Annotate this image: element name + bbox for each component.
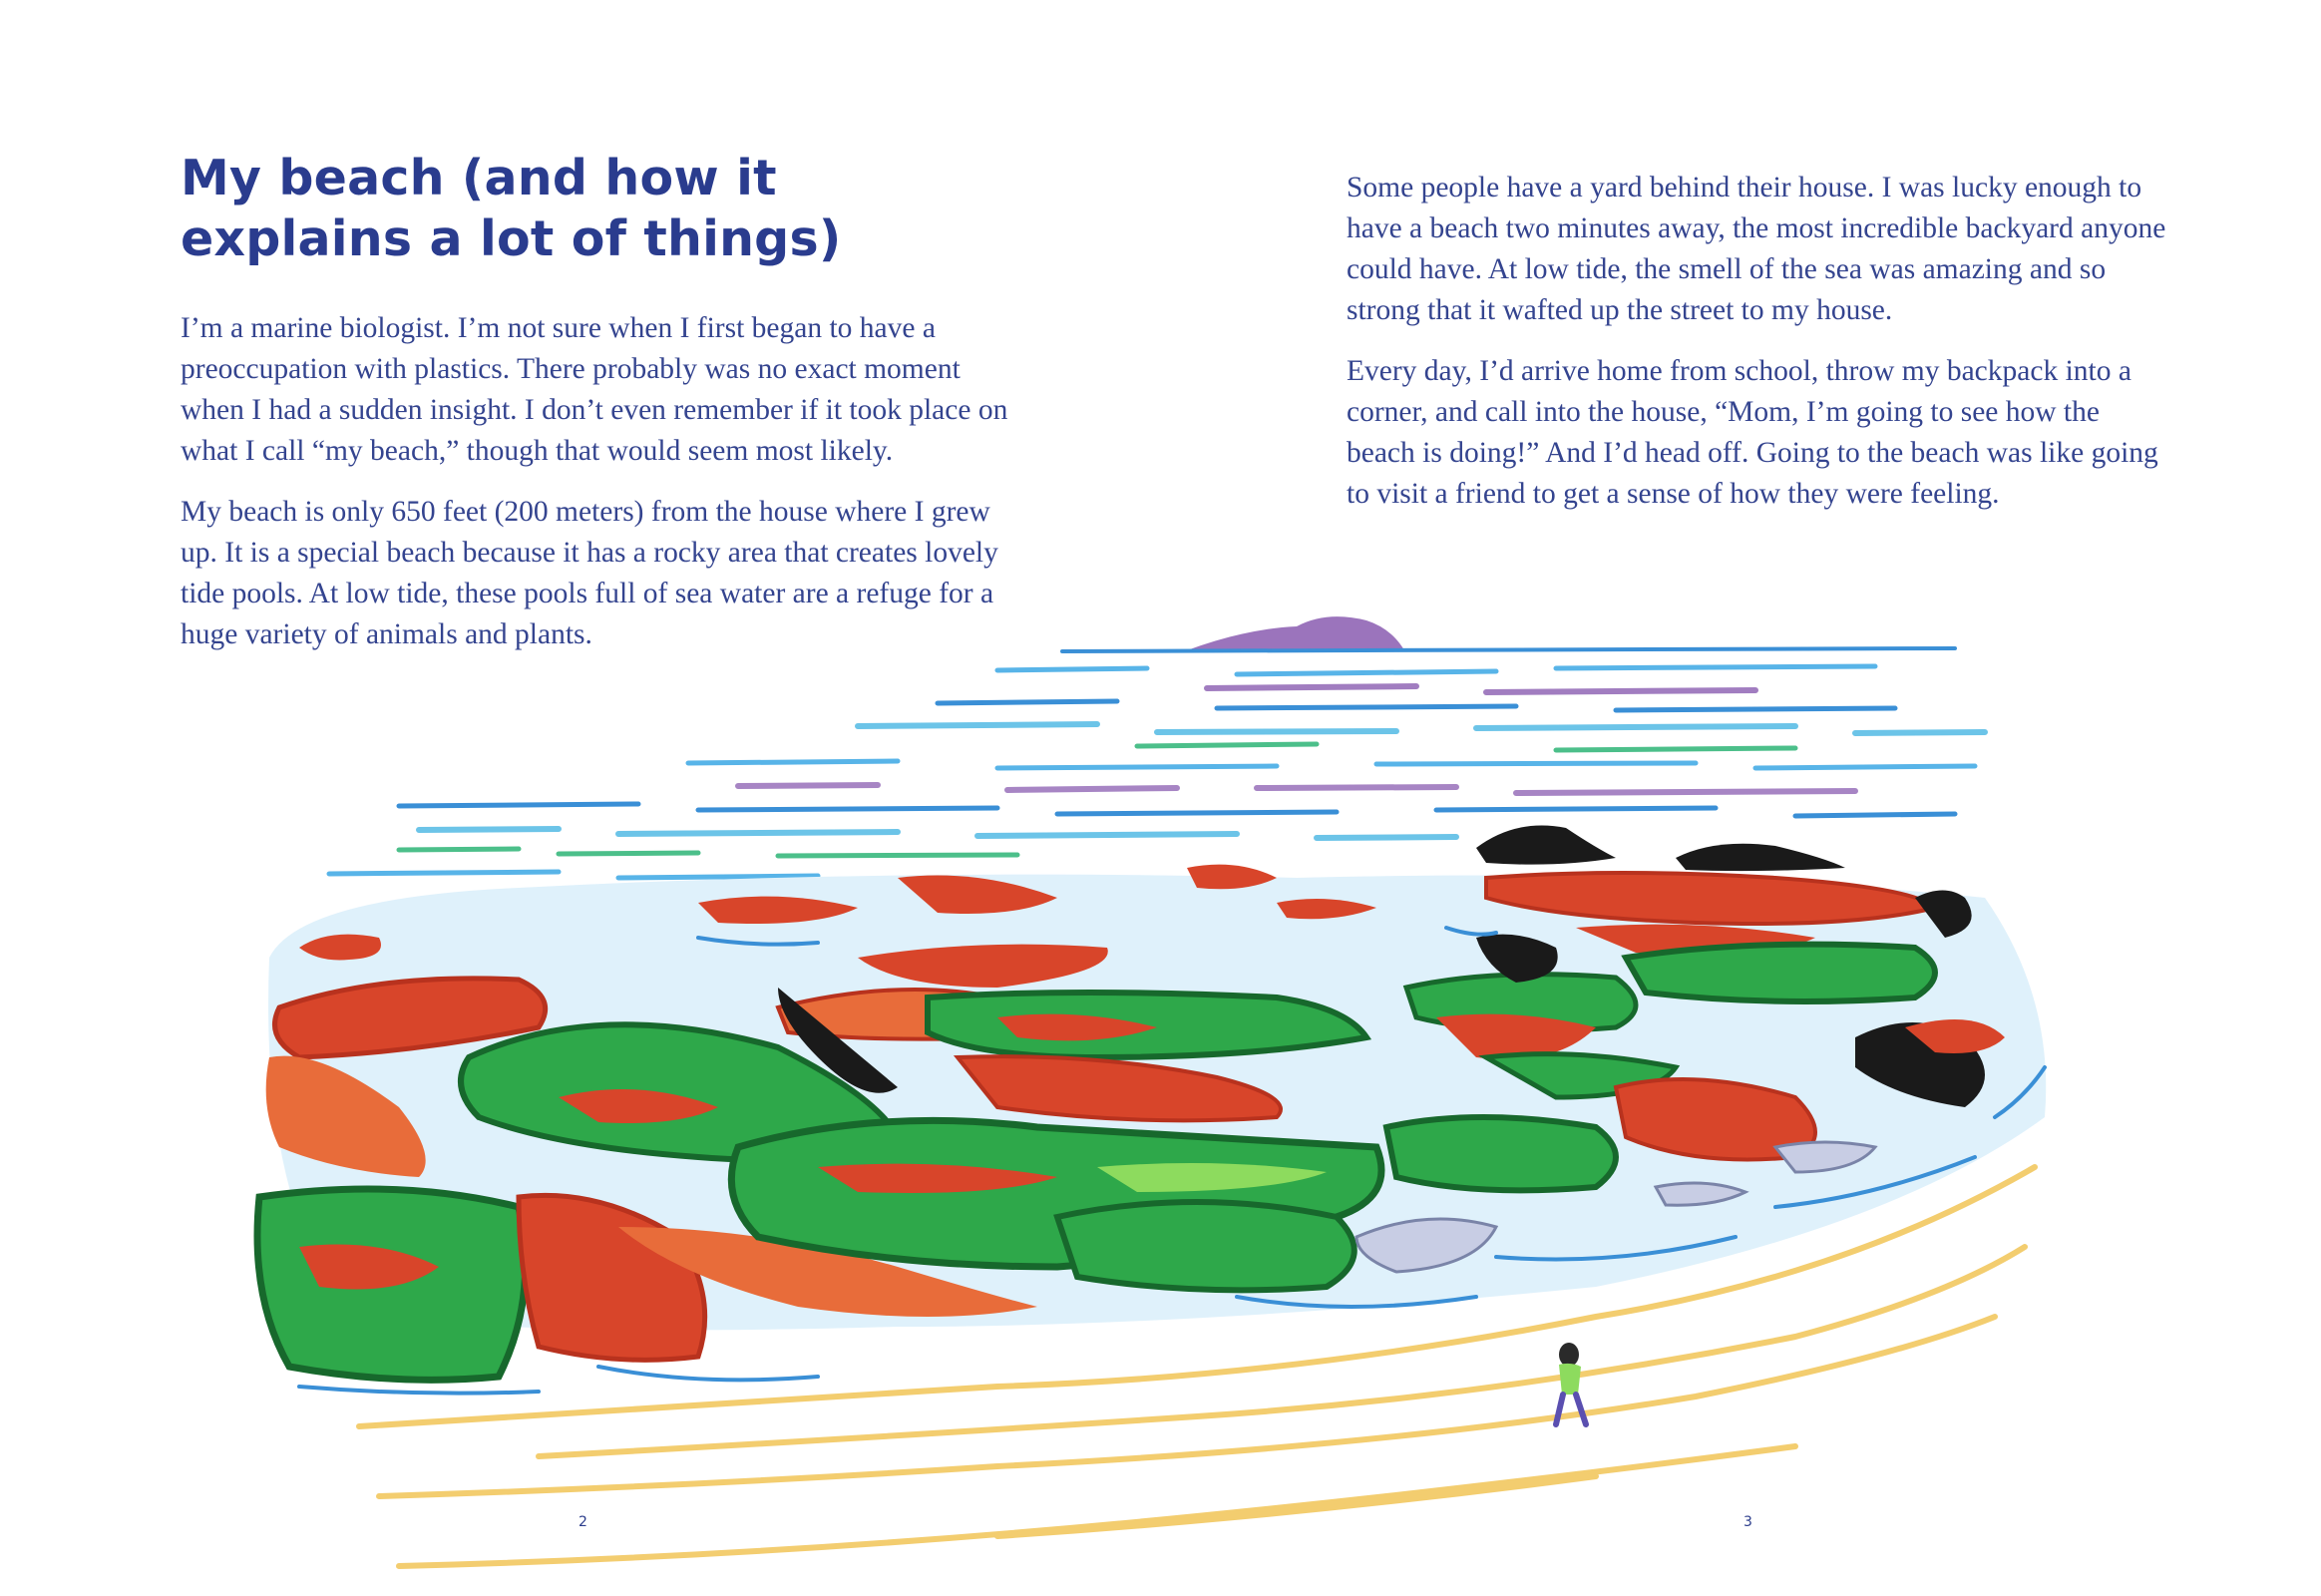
paragraph: Every day, I’d arrive home from school, throw my backpack into a corner, and call into the house, “Mom, I’m going to see how the beach is doing!” And I’d head off. Going to the beach was like going to visit a friend to get a sense of how they were feeling. — [1347, 355, 2158, 510]
page-number-left: 2 — [579, 1514, 587, 1530]
paragraph: Some people have a yard behind their house. I was lucky enough to have a beach two minutes away, the most incredible backyard anyone could have. At low tide, the smell of the sea was amazing and so strong that it wafted up the street to my house. — [1347, 172, 2166, 326]
walking-figure — [1556, 1343, 1586, 1424]
page-number-right: 3 — [1743, 1514, 1752, 1530]
paragraph: I’m a marine biologist. I’m not sure when I first began to have a preoccupation with plastics. There probably was no exact moment when I had a sudden insight. I don’t even remember if it took place on what I call “my beach,” though that would seem most likely. — [181, 312, 1008, 467]
paragraph: My beach is only 650 feet (200 meters) from the house where I grew up. It is a special beach because it has a rocky area that creates lovely tide pools. At low tide, these pools full of sea water are a refuge for a huge variety of animals and plants. — [181, 496, 998, 650]
island — [1187, 616, 1404, 650]
chapter-heading: My beach (and how it explains a lot of things) — [181, 150, 842, 267]
